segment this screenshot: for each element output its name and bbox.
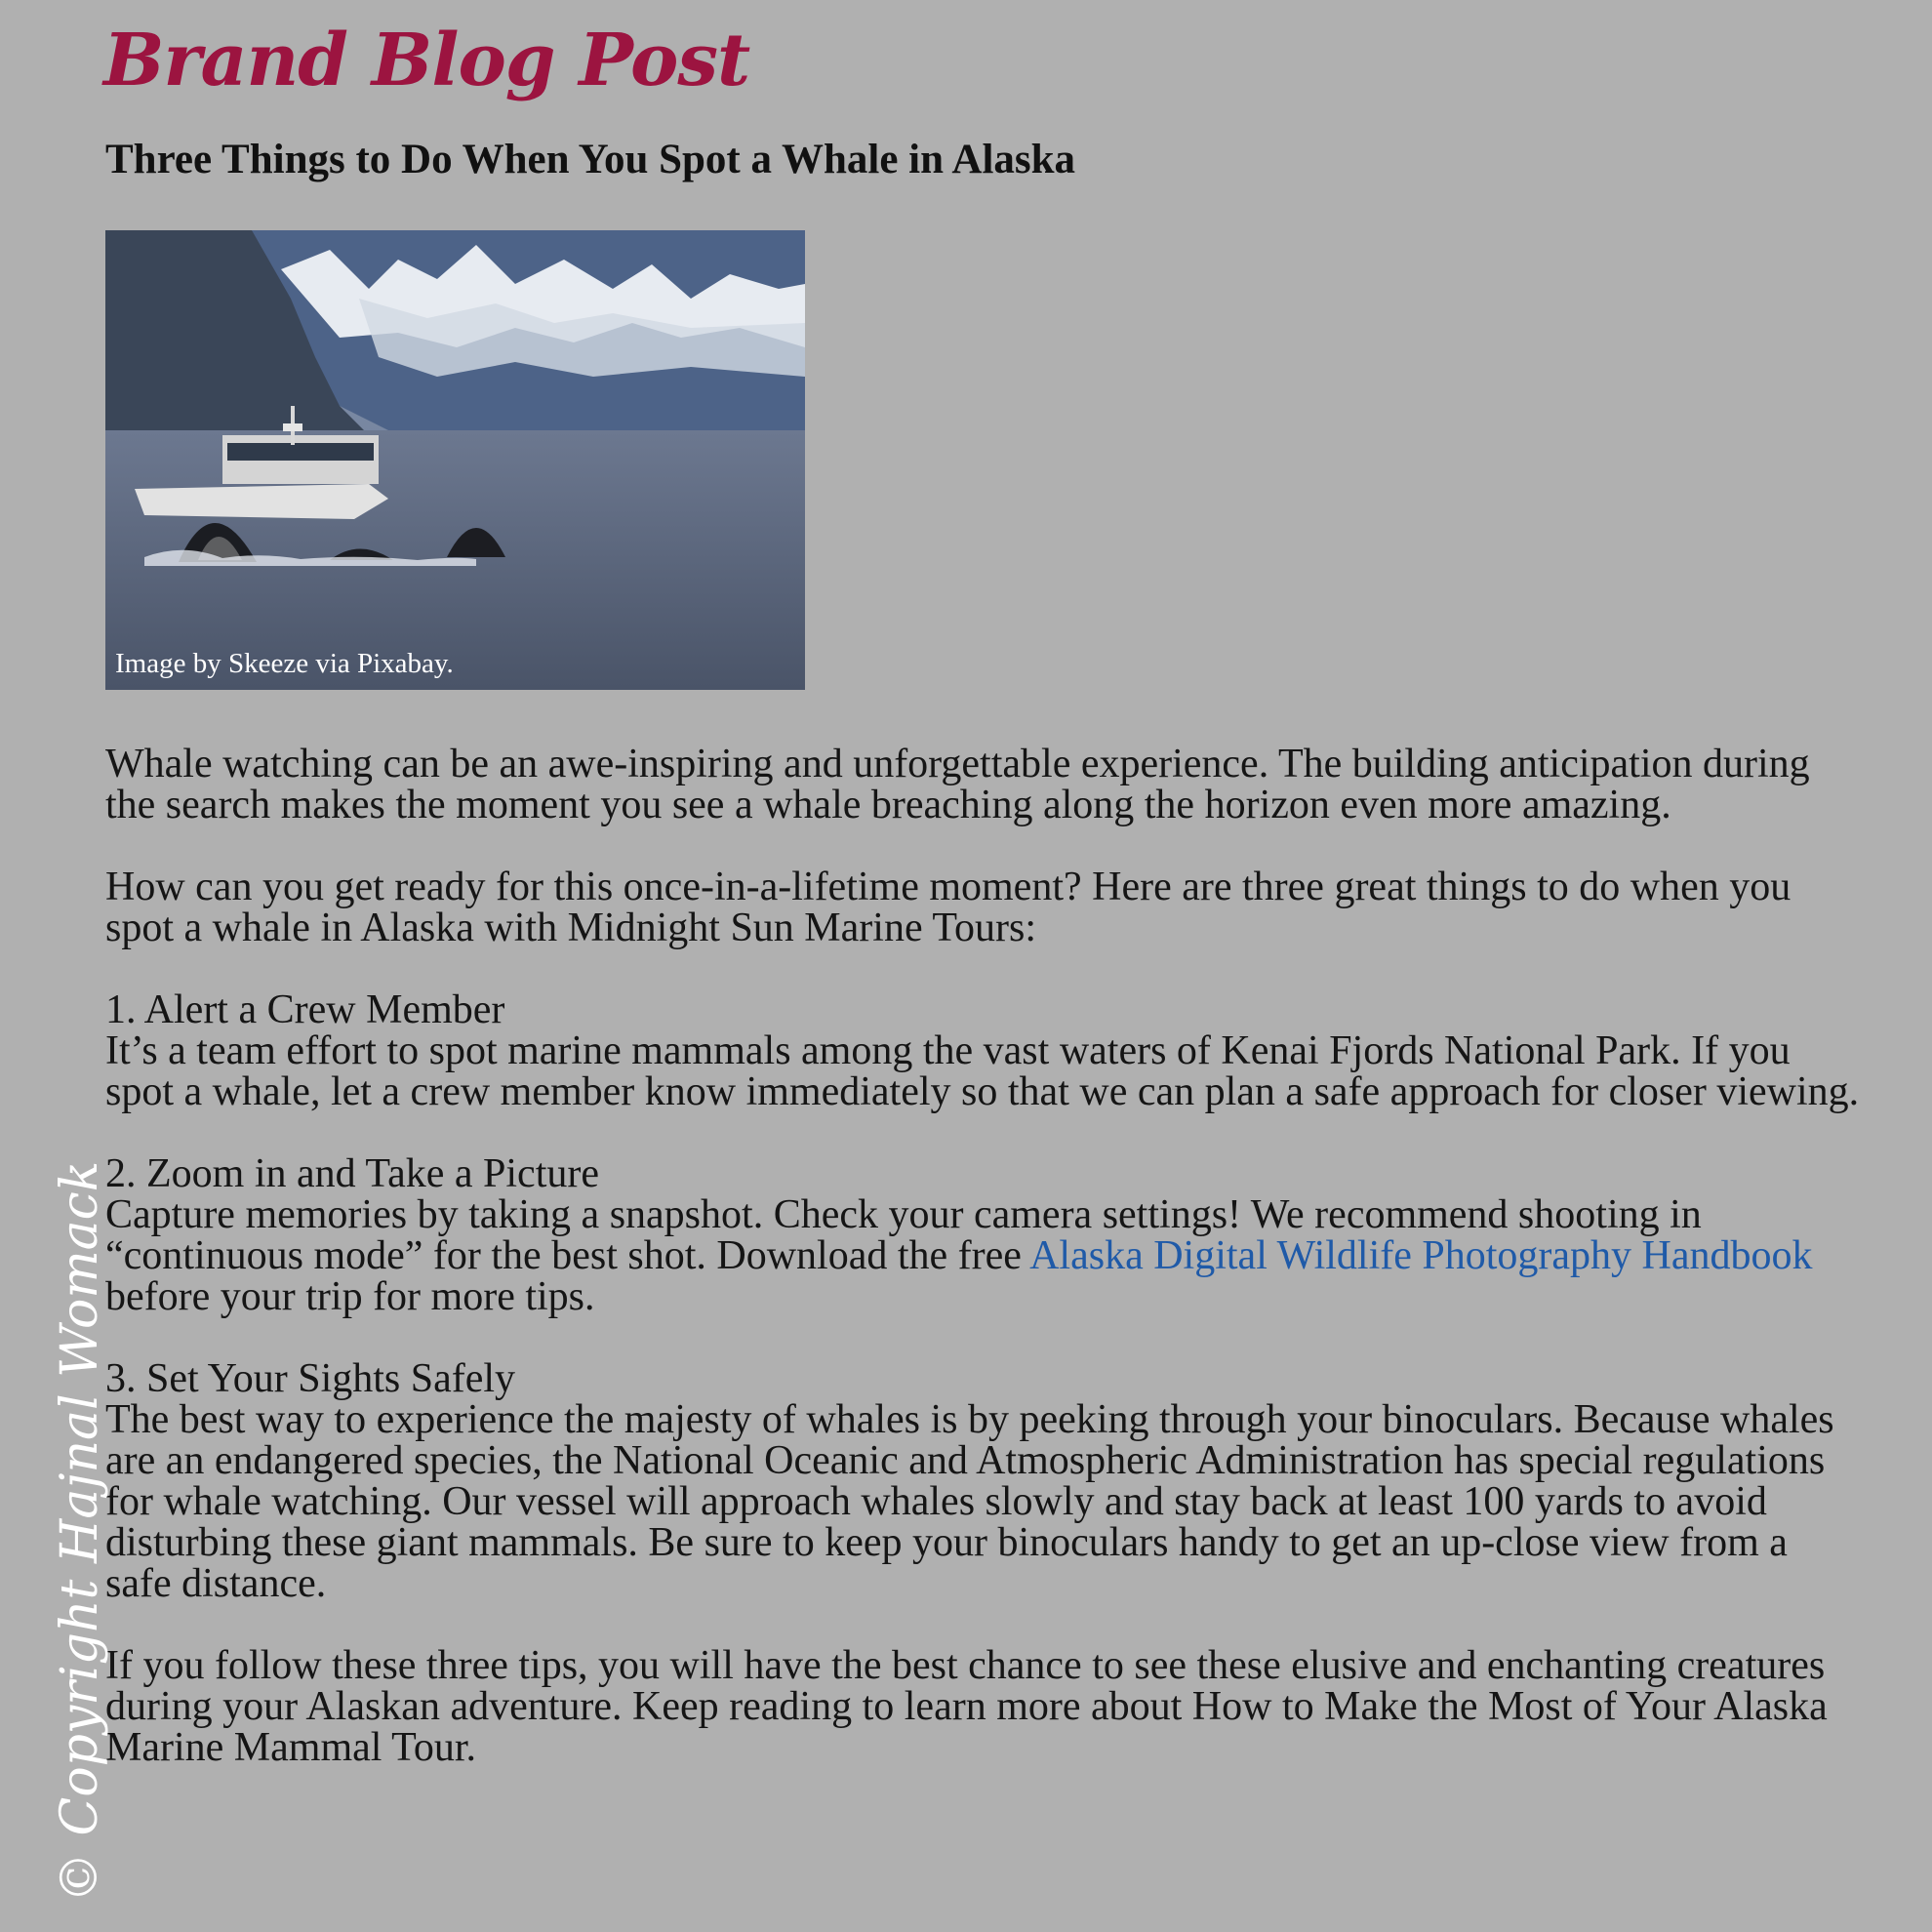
image-caption: Image by Skeeze via Pixabay. bbox=[115, 648, 454, 679]
intro-paragraph-1: Whale watching can be an awe-inspiring and unforgettable experience. The building anticipation during the search makes the moment you see a whale breaching along the horizon even more amazing. bbox=[105, 742, 1810, 827]
tip-2-title: 2. Zoom in and Take a Picture bbox=[105, 1151, 599, 1196]
tip-3-body: The best way to experience the majesty of whales is by peeking through your binoculars. Because whales are an endangered species, the National Oceanic and Atmospheric Administration has special regulations for whale watching. Our vessel will approach whales slowly and stay back at least 100 yards to avoid disturbing these giant mammals. Be sure to keep your binoculars handy to get an up-close view from a safe distance. bbox=[105, 1397, 1834, 1606]
handbook-link[interactable]: Alaska Digital Wildlife Photography Handbook bbox=[1029, 1233, 1813, 1278]
tip-2-body-end: before your trip for more tips. bbox=[105, 1274, 595, 1319]
tip-1-body: It’s a team effort to spot marine mammals among the vast waters of Kenai Fjords National Park. If you spot a whale, let a crew member know immediately so that we can plan a safe approach for closer viewing. bbox=[105, 1028, 1860, 1114]
closing-paragraph: If you follow these three tips, you will have the best chance to see these elusive and enchanting creatures during your Alaskan adventure. Keep reading to learn more about How to Make the Most of Your Alaska Marine Mammal Tour. bbox=[105, 1643, 1828, 1770]
tip-2 bbox=[105, 1153, 1862, 1317]
tip-2-body-start: Capture memories by taking a snapshot. Check your camera settings! We recommend shooting in “continuous mode” for the best shot. Download the free bbox=[105, 1192, 1702, 1278]
brand-title: Brand Blog Post bbox=[103, 19, 750, 102]
whale-photo bbox=[105, 230, 805, 690]
whale-photo-illustration bbox=[105, 230, 805, 690]
tip-1-title: 1. Alert a Crew Member bbox=[105, 987, 505, 1032]
intro-paragraph-2: How can you get ready for this once-in-a-lifetime moment? Here are three great things to do when you spot a whale in Alaska with Midnight Sun Marine Tours: bbox=[105, 865, 1791, 950]
tip-3 bbox=[105, 1358, 1862, 1604]
copyright-watermark: © Copyright Hajnal Womack bbox=[51, 1160, 109, 1903]
article-body bbox=[105, 744, 1862, 1809]
post-title: Three Things to Do When You Spot a Whale in Alaska bbox=[105, 137, 1076, 182]
tip-3-title: 3. Set Your Sights Safely bbox=[105, 1356, 516, 1401]
tip-1 bbox=[105, 989, 1862, 1112]
